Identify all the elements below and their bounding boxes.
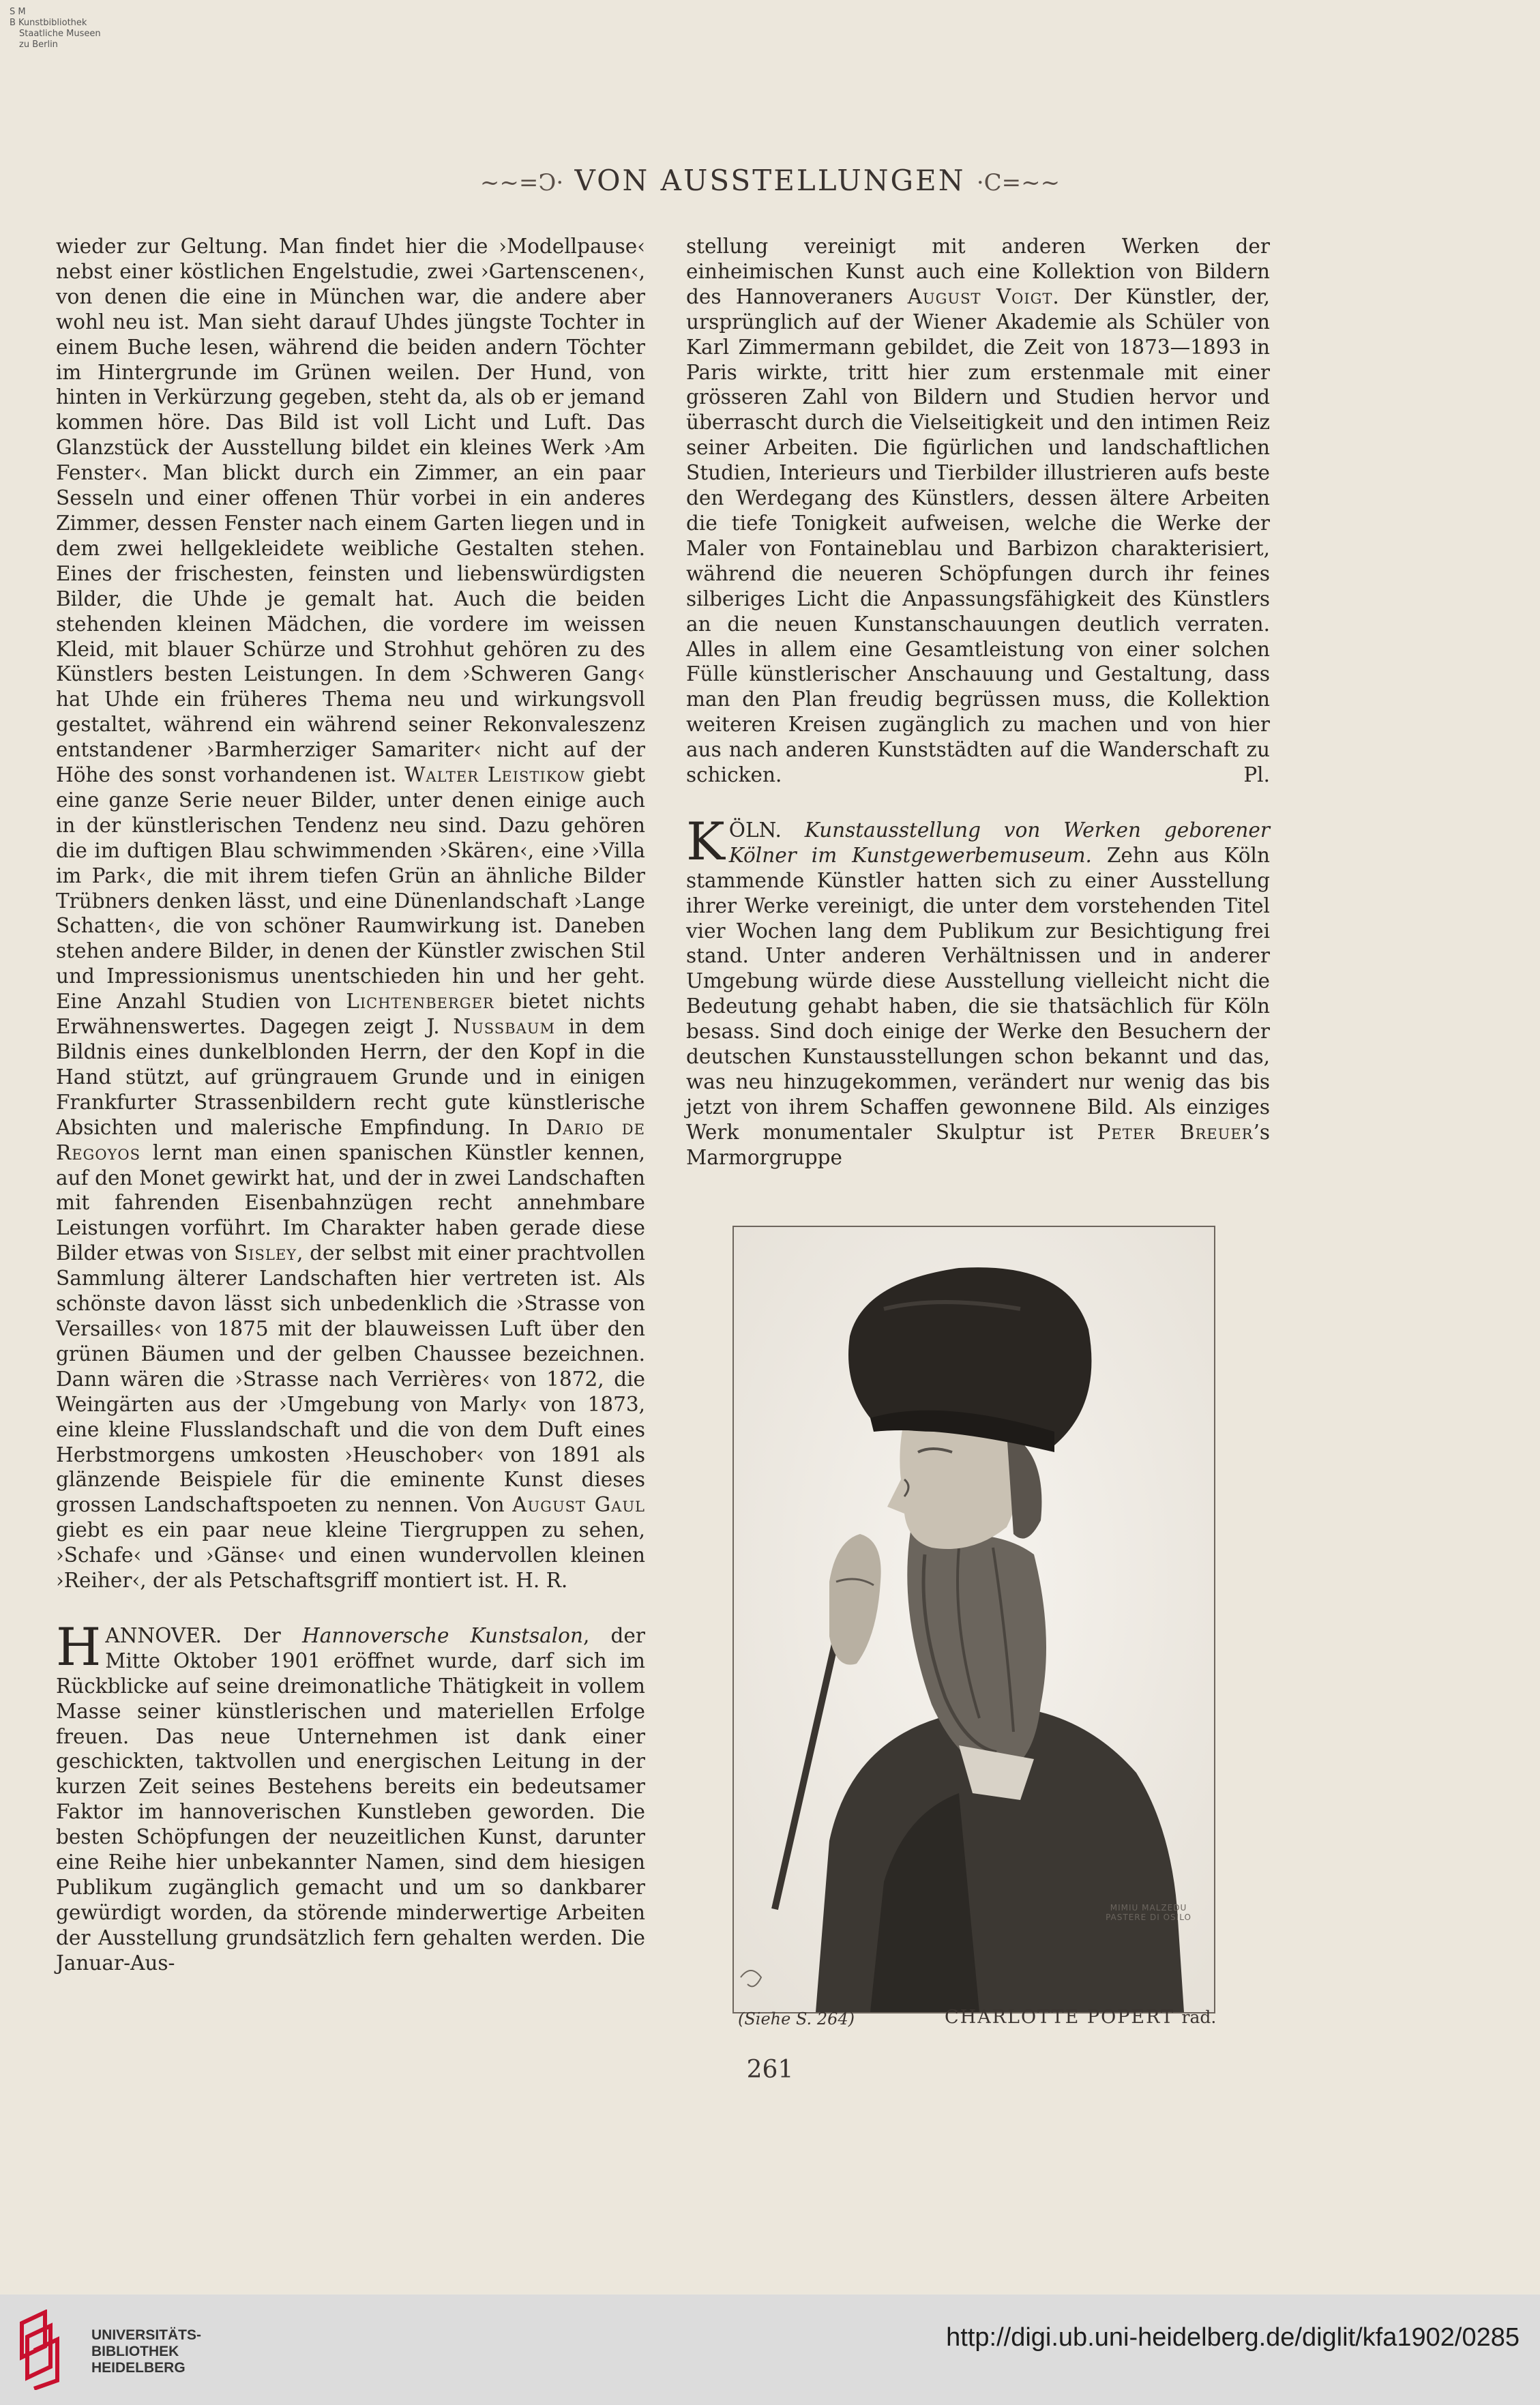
exhibition-title: Kunstausstellung von Werken geborener Kölner im Kunstgewerbemuseum. bbox=[728, 818, 1270, 867]
stamp-line: Staatliche Museen bbox=[19, 29, 101, 39]
portrait-illustration bbox=[734, 1227, 1214, 2012]
page-number: 261 bbox=[746, 2056, 794, 2084]
article-berlin-continued: wieder zur Geltung. Man findet hier die ›Modellpause‹ nebst einer köstlichen Engelstudie, zwei ›Gartenscenen‹, von denen die eine in München war, die andere aber wohl neu ist. Man sieht darauf Uhdes jüngste Tochter in einem Buche lesen, während die beiden andern Töchter im Hintergrunde im Grünen weilen. Der Hund, von hinten in Verkürzung gegeben, steht da, als ob er jemand kommen höre. Das Bild ist voll Licht und Luft. Das Glanzstück der Ausstellung bildet ein kleines Werk ›Am Fenster‹. Man blickt durch ein Zimmer, an ein paar Sesseln und einer offenen Thür vorbei in ein anderes Zimmer, dessen Fenster nach einem Garten liegen und in dem zwei hellgekleidete weibliche Gestalten stehen. Eines der frischesten, feinsten und liebenswürdigsten Bilder, die Uhde je gemalt hat. Auch die beiden stehenden kleinen Mädchen, die vordere im weissen Kleid, mit blauer Schürze und Strohhut gehören zu des Künstlers besten Leistungen. In dem ›Schweren Gang‹ hat Uhde ein früheres Thema neu und wirkungsvoll gestaltet, während ein während seiner Rekonvaleszenz entstandener ›Barmherziger Samariter‹ nicht auf der Höhe des sonst vorhandenen ist. Walter Leistikow giebt eine ganze Serie neuer Bilder, unter denen einige auch in der künstlerischen Tendenz neu sind. Dazu gehören die im duftigen Blau schwimmenden ›Skären‹, eine ›Villa im Park‹, die mit ihrem tiefen Grün an ähnliche Bilder Trübners denken lässt, und eine Dünenlandschaft ›Lange Schatten‹, die von schöner Raumwirkung ist. Daneben stehen andere Bilder, in denen der Künstler zwischen Stil und Impressionismus unentschieden hin und her geht. Eine Anzahl Studien von Lichtenberger bietet nichts Erwähnenswertes. Dagegen zeigt J. Nussbaum in dem Bildnis eines dunkelblonden Herrn, der den Kopf in die Hand stützt, auf grüngrauem Grunde und in einigen Frankfurter Strassenbildern recht gute künstlerische Absichten und malerische Empfindung. In Dario de Regoyos lernt man einen spanischen Künstler kennen, auf den Monet gewirkt hat, und der in zwei Landschaften mit fahrenden Eisenbahnzügen recht annehmbare Leistungen vorführt. Im Charakter haben gerade diese Bilder etwas von Sisley, der selbst mit einer prachtvollen Sammlung älterer Landschaften hier vertreten ist. Als schönste davon lässt sich unbedenklich die ›Strasse von Versailles‹ von 1875 mit der blauweissen Luft über den grünen Bäumen und der gelben Chaussee bezeichnen. Dann wären die ›Strasse nach Verrières‹ von 1872, die Weingärten aus der ›Umgebung von Marly‹ von 1873, eine kleine Flusslandschaft und die von dem Duft eines Herbstmorgens umkosten ›Heuschober‹ von 1891 als glänzende Beispiele für die eminente Kunst dieses grossen Landschaftspoeten zu nennen. Von August Gaul giebt es ein paar neue kleine Tiergruppen zu sehen, ›Schafe‹ und ›Gänse‹ und einen wundervollen kleinen ›Reiher‹, der als Petschaftsgriff montiert ist. H. R. bbox=[56, 235, 645, 1593]
right-column bbox=[686, 234, 1270, 1170]
artist-name: Sisley bbox=[234, 1241, 297, 1265]
header-ornament-left: ~~=Ↄ· bbox=[479, 169, 564, 196]
permalink-url[interactable]: http://digi.ub.uni-heidelberg.de/diglit/kfa1902/0285 bbox=[946, 2323, 1520, 2352]
article-hannover-continued: stellung vereinigt mit anderen Werken der einheimischen Kunst auch eine Kollektion von Bildern des Hannoveraners August Voigt. Der Künstler, der, ursprünglich auf der Wiener Akademie als Schüler von Karl Zimmermann gebildet, die Zeit von 1873—1893 in Paris wirkte, tritt hier zum erstenmale mit einer grösseren Zahl von Bildern und Studien hervor und überrascht durch die Vielseitigkeit und den intimen Reiz seiner Arbeiten. Die figürlichen und landschaftlichen Studien, Interieurs und Tierbilder illustrieren aufs beste den Werdegang des Künstlers, dessen ältere Arbeiten die tiefe Tonigkeit aufweisen, welche die Werke der Maler von Fontaineblau und Barbizon charakterisiert, während die neueren Schöpfungen durch ihr feines silberiges Licht die Anpassungsfähigkeit des Künstlers an die neuen Kunstanschauungen deutlich verraten. Alles in allem eine Gesamtleistung von einer solchen Fülle künstlerischer Anschauung und Gestaltung, dass man den Plan freudig begrüssen muss, die Kollektion weiteren Kreisen zugänglich zu machen und von hier aus nach anderen Kunststädten auf die Wanderschaft zu schicken. Pl. bbox=[686, 235, 1270, 787]
author-signature: Pl. bbox=[1243, 763, 1270, 787]
article-hannover: HANNOVER. Der Hannoversche Kunstsalon, der Mitte Oktober 1901 eröffnet wurde, darf sich im Rückblicke auf seine dreimonatliche Thätigkeit in vollem Masse seiner künstlerischen und materiellen Erfolge freuen. Das neue Unternehmen ist dank einer geschickten, taktvollen und energischen Leitung in der kurzen Zeit seines Bestehens bereits ein bedeutsamer Faktor im hannoverischen Kunstleben geworden. Die besten Schöpfungen der neuzeitlichen Kunst, darunter eine Reihe hier unbekannter Namen, sind dem hiesigen Publikum zugänglich gemacht und um so dankbarer gewürdigt worden, da störende minderwertige Arbeiten der Ausstellung grundsätzlich fern gehalten werden. Die Januar-Aus- bbox=[56, 1616, 645, 1975]
library-stamp bbox=[10, 7, 101, 50]
artist-name: Walter Leistikow bbox=[404, 763, 585, 787]
section-heading: ANNOVER. bbox=[105, 1623, 222, 1647]
artist-name: August Voigt bbox=[907, 284, 1053, 308]
artist-name: Peter Breuer bbox=[1097, 1120, 1254, 1144]
heidelberg-logo-icon bbox=[18, 2310, 72, 2390]
figure-crossref: (Siehe S. 264) bbox=[738, 2009, 855, 2028]
stamp-line: B Kunstbibliothek bbox=[10, 18, 87, 28]
stamp-line: zu Berlin bbox=[19, 40, 58, 50]
plate-inscription: MIMIU MALZEDU PASTERE DI OSILO bbox=[1106, 1903, 1191, 1922]
artist-name: Lichtenberger bbox=[346, 990, 494, 1014]
figure-caption: CHARLOTTE POPERT rad. bbox=[945, 2007, 1217, 2028]
artist-name: Nussbaum bbox=[453, 1015, 555, 1039]
venue-title: Hannoversche Kunstsalon bbox=[302, 1623, 583, 1647]
header-title: VON AUSSTELLUNGEN bbox=[574, 164, 966, 197]
header-ornament-right: ·C=~~ bbox=[976, 169, 1061, 196]
drop-cap: H bbox=[56, 1616, 102, 1677]
author-signature: H. R. bbox=[516, 1569, 568, 1593]
stamp-line: S M bbox=[10, 7, 26, 17]
section-heading: ÖLN. bbox=[728, 818, 782, 842]
artist-name: Dario de Regoyos bbox=[56, 1115, 645, 1164]
left-column bbox=[56, 234, 645, 1976]
article-koln: KÖLN. Kunstausstellung von Werken geborener Kölner im Kunstgewerbemuseum. Zehn aus Köln stammende Künstler hatten sich zu einer Ausstellung ihrer Werke vereinigt, die unter dem vorstehenden Titel vier Wochen lang dem Publikum zur Besichtigung frei stand. Unter anderen Verhältnissen und in anderer Umgebung würde diese Ausstellung vielleicht nicht die Bedeutung gehabt haben, die sie thatsächlich für Köln besass. Sind doch einige der Werke den Besuchern der deutschen Kunstausstellungen schon bekannt und das, was neu hinzugekommen, verändert nur wenig das bis jetzt von ihrem Schaffen gewonnene Bild. Als einziges Werk monumentaler Skulptur ist Peter Breuer’s Marmorgruppe bbox=[686, 810, 1270, 1169]
page-header bbox=[0, 164, 1540, 197]
library-name: UNIVERSITÄTS- BIBLIOTHEK HEIDELBERG bbox=[91, 2327, 202, 2376]
etching-portrait bbox=[732, 1226, 1215, 2013]
artist-name: August Gaul bbox=[512, 1493, 645, 1517]
library-footer bbox=[0, 2295, 1540, 2405]
drop-cap: K bbox=[686, 810, 725, 872]
